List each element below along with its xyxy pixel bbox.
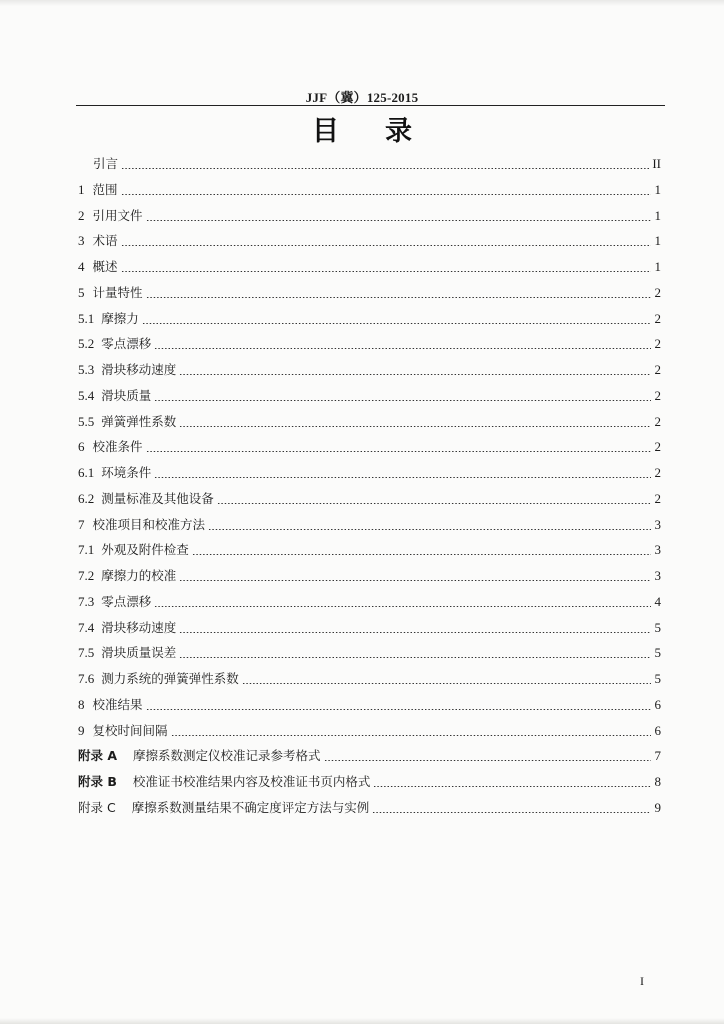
toc-entry-number: 附录 C (78, 799, 116, 815)
toc-entry-number: 7.5 (78, 645, 95, 661)
toc-entry-label (78, 414, 177, 430)
toc-entry-page: 5 (654, 671, 661, 686)
toc-entry-page: 2 (654, 284, 661, 300)
toc-entry-number: 7.6 (78, 671, 95, 686)
toc-entry-number: 7.4 (78, 619, 95, 635)
toc-entry-label (78, 182, 119, 198)
toc-entry[interactable] (78, 717, 661, 739)
toc-entry-title: 概述 (92, 259, 118, 274)
toc-dot-leader (121, 245, 651, 246)
toc-entry[interactable] (78, 536, 661, 558)
toc-entry[interactable] (78, 639, 661, 661)
toc-entry-label (78, 362, 177, 378)
toc-entry-label (78, 594, 152, 610)
toc-entry-label (78, 723, 169, 739)
toc-entry-number: 8 (78, 696, 85, 712)
toc-entry-label (78, 774, 371, 790)
toc-entry[interactable] (78, 433, 661, 455)
toc-entry-page: 2 (654, 310, 661, 326)
toc-dot-leader (154, 348, 651, 349)
toc-entry-page: 2 (654, 413, 661, 429)
toc-entry-number: 7.1 (78, 542, 95, 558)
toc-entry-number: 5.3 (78, 362, 95, 377)
toc-entry-title: 零点漂移 (101, 593, 152, 609)
toc-entry-label (78, 542, 190, 558)
toc-entry-page: 1 (654, 259, 661, 274)
toc-dot-leader (154, 477, 651, 478)
toc-dot-leader (146, 451, 651, 452)
toc-entry-page: 9 (654, 799, 661, 815)
toc-entry-title: 测力系统的弹簧弹性系数 (101, 671, 239, 686)
toc-dot-leader (324, 760, 651, 761)
toc-dot-leader (154, 400, 651, 401)
toc-entry-label (78, 800, 370, 816)
toc-dot-leader (121, 194, 651, 195)
toc-entry-title: 校准项目和校准方法 (92, 516, 206, 532)
toc-entry-label (78, 259, 119, 275)
toc-entry-number: 4 (78, 259, 85, 274)
page-top-edge (0, 0, 724, 6)
toc-entry-page: 3 (654, 568, 661, 583)
toc-dot-leader (372, 812, 651, 813)
page-title: 目录 (312, 116, 458, 147)
toc-entry-page: 2 (654, 465, 661, 480)
toc-dot-leader (146, 709, 651, 710)
toc-entry-number: 7.2 (78, 568, 95, 583)
toc-entry-label (78, 336, 152, 352)
toc-entry-label (78, 517, 206, 533)
toc-entry-number: 5.4 (78, 387, 95, 403)
toc-entry[interactable] (78, 768, 661, 790)
toc-entry-title: 校准证书校准结果内容及校准证书页内格式 (132, 774, 371, 789)
toc-entry-title: 滑块质量 (101, 387, 152, 403)
toc-entry[interactable] (78, 614, 661, 636)
toc-entry-page: 1 (654, 181, 661, 197)
toc-entry-page: 5 (654, 619, 661, 635)
page-bottom-edge (0, 1018, 724, 1024)
toc-entry[interactable] (78, 485, 661, 507)
toc-entry-number: 6.2 (78, 490, 95, 506)
toc-entry-title: 摩擦系数测量结果不确定度评定方法与实例 (131, 799, 370, 815)
toc-entry-page: 2 (654, 439, 661, 455)
toc-dot-leader (179, 632, 651, 633)
toc-dot-leader (179, 374, 651, 375)
toc-entry-label (78, 465, 152, 481)
toc-entry[interactable] (78, 794, 661, 816)
toc-entry-label (78, 491, 215, 507)
toc-entry-title: 摩擦系数测定仪校准记录参考格式 (133, 748, 321, 764)
toc-entry-number: 2 (78, 207, 85, 223)
toc-entry-label (78, 671, 240, 687)
toc-entry-label (78, 620, 177, 636)
toc-entry-number: 附录 B (78, 774, 117, 789)
toc-entry-label (78, 645, 177, 661)
toc-entry-page: 8 (654, 774, 661, 789)
toc-entry-title: 滑块移动速度 (101, 362, 177, 377)
toc-entry-label (93, 156, 119, 172)
toc-entry-page: 6 (654, 696, 661, 712)
toc-entry-title: 环境条件 (101, 465, 152, 480)
toc-entry-title: 摩擦力 (101, 310, 139, 326)
toc-entry-number: 1 (78, 181, 85, 197)
toc-entry[interactable] (78, 742, 661, 764)
toc-entry-title: 复校时间间隔 (92, 722, 168, 738)
toc-entry[interactable] (78, 588, 661, 610)
toc-dot-leader (217, 503, 651, 504)
toc-dot-leader (179, 657, 651, 658)
toc-entry-number: 6 (78, 439, 85, 455)
toc-dot-leader (146, 297, 651, 298)
toc-entry-number: 7.3 (78, 593, 95, 609)
toc-entry-title: 滑块质量误差 (101, 645, 177, 661)
toc-entry-label (78, 568, 177, 584)
toc-entry-number: 5.2 (78, 336, 95, 352)
toc-entry-page: 6 (654, 722, 661, 738)
toc-entry-page: 3 (654, 542, 661, 558)
toc-entry-number: 7 (78, 516, 85, 532)
toc-entry-label (78, 311, 140, 327)
toc-entry[interactable] (78, 279, 661, 301)
toc-entry-page: 2 (654, 490, 661, 506)
toc-entry-title: 滑块移动速度 (101, 619, 177, 635)
toc-entry-page: 2 (654, 362, 661, 377)
toc-dot-leader (373, 786, 651, 787)
toc-entry-title: 术语 (92, 233, 118, 249)
toc-entry[interactable] (78, 227, 661, 249)
toc-entry[interactable] (78, 253, 661, 275)
toc-dot-leader (154, 606, 651, 607)
toc-entry[interactable] (78, 382, 661, 404)
toc-entry[interactable] (78, 356, 661, 378)
header-rule (76, 105, 665, 106)
toc-entry[interactable] (78, 202, 661, 224)
toc-entry-title: 计量特性 (92, 284, 143, 300)
toc-entry-page: 7 (654, 748, 661, 764)
toc-dot-leader (179, 426, 651, 427)
toc-entry-page: 5 (654, 645, 661, 661)
toc-entry-title: 校准条件 (92, 439, 143, 455)
toc-entry[interactable] (78, 176, 661, 198)
toc-entry-title: 测量标准及其他设备 (101, 490, 214, 506)
toc-entry-label (78, 748, 322, 764)
toc-entry[interactable] (93, 150, 661, 172)
page-number: I (640, 974, 644, 988)
toc-dot-leader (171, 735, 651, 736)
toc-entry-number: 附录 A (78, 748, 118, 764)
toc-dot-leader (121, 168, 650, 169)
toc-entry-number: 5.5 (78, 413, 95, 429)
toc-entry[interactable] (78, 408, 661, 430)
toc-entry-label (78, 439, 144, 455)
toc-entry-label (78, 388, 152, 404)
toc-entry-label (78, 208, 144, 224)
toc-entry-number: 6.1 (78, 465, 95, 480)
toc-dot-leader (179, 580, 651, 581)
toc-entry-title: 摩擦力的校准 (101, 568, 177, 583)
toc-dot-leader (242, 683, 651, 684)
toc-entry-title: 引用文件 (92, 207, 143, 223)
toc-entry-page: 4 (654, 593, 661, 609)
toc-entry[interactable] (78, 511, 661, 533)
toc-entry[interactable] (78, 459, 661, 481)
toc-entry-title: 零点漂移 (101, 336, 152, 352)
toc-entry[interactable] (78, 305, 661, 327)
toc-entry[interactable] (78, 665, 661, 687)
toc-entry-label (78, 233, 119, 249)
toc-entry-page: 1 (654, 233, 661, 249)
toc-entry-page: 3 (654, 516, 661, 532)
toc-dot-leader (146, 220, 651, 221)
toc-dot-leader (142, 323, 651, 324)
toc-entry-page: II (652, 156, 661, 171)
toc-dot-leader (121, 271, 651, 272)
toc-entry-page: 2 (654, 387, 661, 403)
toc-entry-page: 1 (654, 207, 661, 223)
toc-entry-label (78, 285, 144, 301)
toc-entry-number: 9 (78, 722, 85, 738)
toc-entry-title: 外观及附件检查 (101, 542, 189, 558)
toc-entry[interactable] (78, 330, 661, 352)
toc-entry-title: 弹簧弹性系数 (101, 413, 177, 429)
toc-entry-label (78, 697, 144, 713)
toc-dot-leader (208, 529, 651, 530)
standard-code: JJF（冀）125-2015 (305, 90, 419, 105)
toc-entry-number: 5.1 (78, 310, 95, 326)
toc-dot-leader (192, 554, 651, 555)
toc-entry-title: 校准结果 (92, 696, 143, 712)
toc-entry-number: 3 (78, 233, 85, 249)
toc-entry[interactable] (78, 562, 661, 584)
toc-entry-page: 2 (654, 336, 661, 352)
toc-entry-title: 范围 (92, 181, 118, 197)
toc-entry[interactable] (78, 691, 661, 713)
toc-entry-title: 引言 (93, 156, 119, 171)
toc-entry-number: 5 (78, 284, 85, 300)
